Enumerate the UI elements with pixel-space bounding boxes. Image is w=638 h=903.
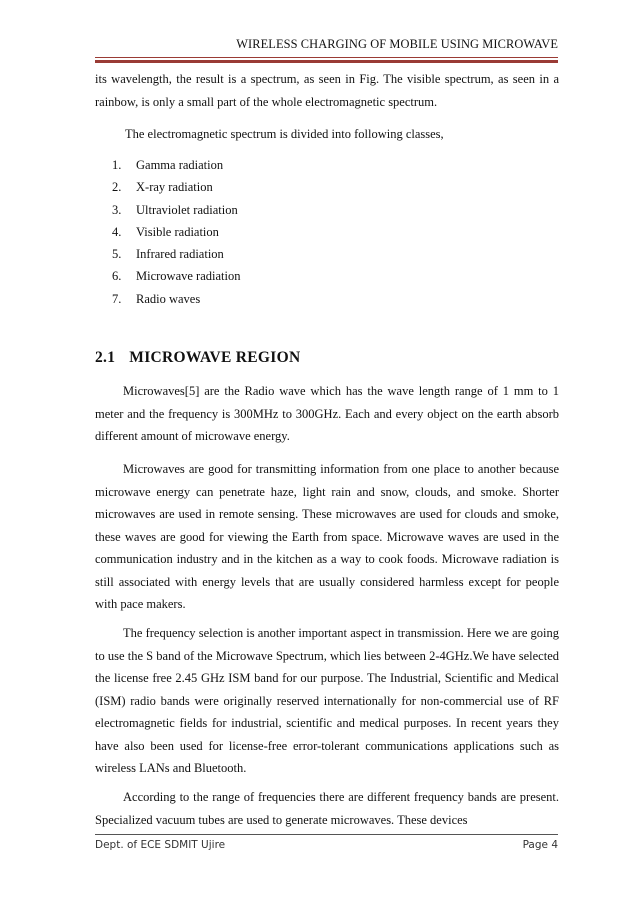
paragraph-text: Microwaves[5] are the Radio wave which has the wave length range of 1 mm to 1 meter and the frequency is 300MHz to 300GHz. Each and every object on the earth absorb different amount of microwave energy. [95, 384, 559, 443]
paragraph-text: According to the range of frequencies there are different frequency bands are present. Specialized vacuum tubes are used to generate microwaves. These devices [95, 790, 559, 827]
section-heading [95, 349, 300, 367]
section-paragraph [95, 786, 559, 831]
section-paragraph [95, 458, 559, 616]
list-item: 6. Microwave radiation [112, 269, 241, 284]
section-number: 2.1 [95, 349, 116, 366]
section-title: MICROWAVE REGION [129, 349, 301, 366]
list-item: 1. Gamma radiation [112, 158, 224, 172]
paragraph-text: Microwaves are good for transmitting information from one place to another because microwave energy can penetrate haze, light rain and snow, clouds, and smoke. Shorter microwaves are used in remote sensing. These microwaves are used for clouds and smoke, these waves are good for viewing the Earth from space. Microwave waves are used in the communication industry and in the kitchen as a way to cook foods. Microwave radiation is still associated with energy levels that are usually considered harmless except for people with pace makers. [95, 462, 559, 611]
footer-page-number: Page 4 [522, 839, 558, 851]
running-header: WIRELESS CHARGING OF MOBILE USING MICROWAVE [236, 37, 558, 51]
list-item: 7. Radio waves [112, 291, 201, 306]
header-rule-thick [95, 60, 558, 63]
list-item: 5. Infrared radiation [112, 247, 224, 262]
list-item: 3. Ultraviolet radiation [112, 202, 238, 217]
intro-text: its wavelength, the result is a spectrum, as seen in Fig. The visible spectrum, as seen in a rainbow, is only a small part of the whole electromagnetic spectrum. [95, 72, 559, 109]
section-paragraph [95, 622, 559, 780]
paragraph-text: The frequency selection is another important aspect in transmission. Here we are going to use the S band of the Microwave Spectrum, which lies between 2-4GHz.We have selected the license free 2.45 GHz ISM band for our purpose. The Industrial, Scientific and Medical (ISM) radio bands were originally reserved internationally for non-commercial use of RF electromagnetic fields for industrial, scientific and medical purposes. In recent years they have also been used for license-free error-tolerant communications applications such as wireless LANs and Bluetooth. [95, 626, 559, 775]
spectrum-classes-list [112, 154, 240, 310]
intro-paragraph [95, 68, 559, 113]
list-item: 2. X-ray radiation [112, 180, 213, 195]
footer-rule [95, 834, 558, 835]
list-item: 4. Visible radiation [112, 224, 219, 239]
footer-department: Dept. of ECE SDMIT Ujire [95, 839, 226, 851]
classes-intro: The electromagnetic spectrum is divided into following classes, [125, 127, 444, 141]
section-paragraph [95, 380, 559, 448]
header-rule-thin [95, 57, 558, 58]
